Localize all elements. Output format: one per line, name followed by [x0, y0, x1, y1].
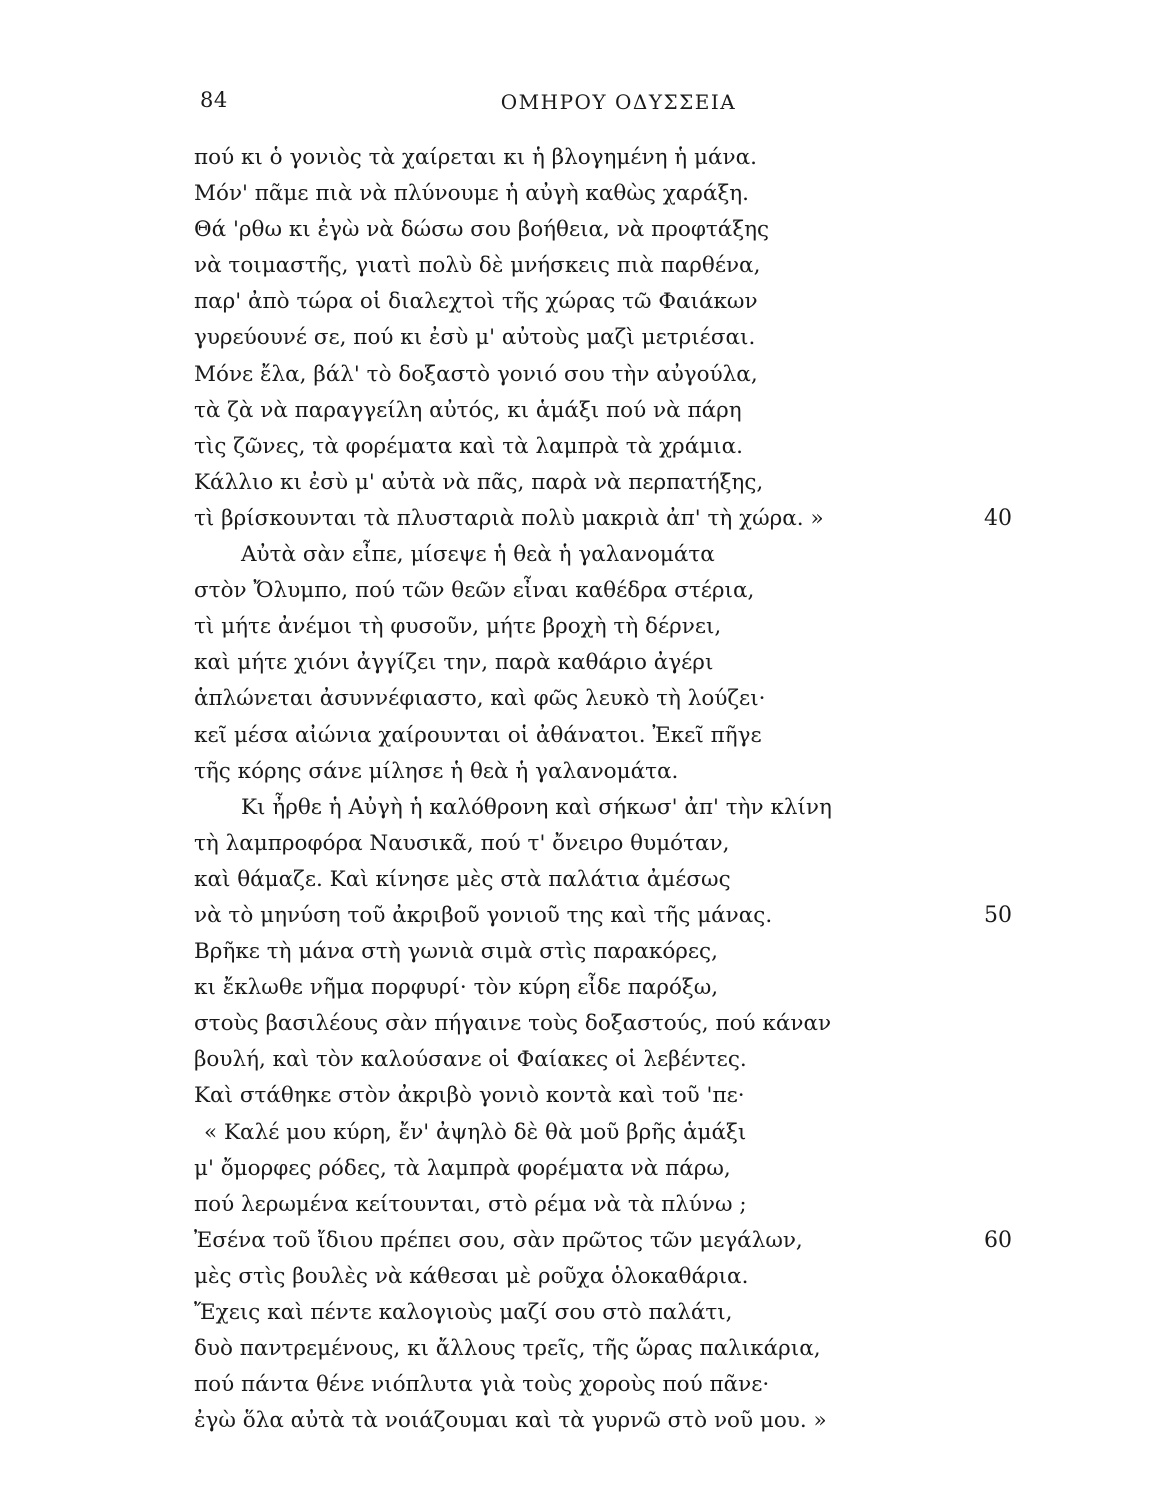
verse-line — [194, 573, 1034, 609]
verse-line — [194, 320, 1034, 356]
verse-line — [194, 465, 1034, 501]
verse-line — [194, 284, 1034, 320]
verse-line — [194, 934, 1034, 970]
line-number: 50 — [984, 902, 1012, 928]
verse-text: πού πάντα θένε νιόπλυτα γιὰ τοὺς χοροὺς πού πᾶνε· — [194, 1372, 770, 1398]
verse-line — [194, 754, 1034, 790]
verse-line — [194, 1367, 1034, 1403]
verse-text: δυὸ παντρεμένους, κι ἄλλους τρεῖς, τῆς ὥρας παλικάρια, — [194, 1336, 821, 1362]
verse-line — [194, 393, 1034, 429]
verse-line — [194, 898, 1034, 934]
verse-line — [194, 501, 1034, 537]
verse-text: τὶ μήτε ἀνέμοι τὴ φυσοῦν, μήτε βροχὴ τὴ δέρνει, — [194, 614, 722, 640]
verse-text: Κάλλιο κι ἐσὺ μ' αὐτὰ νὰ πᾶς, παρὰ νὰ περπατήξης, — [194, 469, 764, 495]
verse-line — [194, 718, 1034, 754]
verse-text: Ἐσένα τοῦ ἴδιου πρέπει σου, σὰν πρῶτος τῶν μεγάλων, — [194, 1227, 803, 1253]
verse-text: Θά 'ρθω κι ἐγὼ νὰ δώσω σου βοήθεια, νὰ προφτάξης — [194, 217, 770, 243]
verse-line — [194, 1259, 1034, 1295]
verse-text: νὰ τοιμαστῆς, γιατὶ πολὺ δὲ μνήσκεις πιὰ παρθένα, — [194, 253, 761, 279]
verse-text: καὶ θάμαζε. Καὶ κίνησε μὲς στὰ παλάτια ἀμέσως — [194, 866, 731, 892]
verse-text: Ἔχεις καὶ πέντε καλογιοὺς μαζί σου στὸ παλάτι, — [194, 1300, 733, 1325]
verse-line — [194, 212, 1034, 248]
line-number: 60 — [984, 1227, 1012, 1253]
verse-text: τὴ λαμπροφόρα Ναυσικᾶ, πού τ' ὄνειρο θυμόταν, — [194, 830, 730, 856]
verse-line — [194, 1403, 1034, 1439]
verse-line — [194, 1295, 1034, 1331]
verse-line — [194, 248, 1034, 284]
verse-text: πού λερωμένα κείτουνται, στὸ ρέμα νὰ τὰ πλύνω ; — [194, 1191, 747, 1217]
verse-text: Κι ἦρθε ἡ Αὐγὴ ἡ καλόθρονη καὶ σήκωσ' ἀπ' τὴν κλίνη — [241, 794, 832, 820]
verse-text: μὲς στὶς βουλὲς νὰ κάθεσαι μὲ ροῦχα ὁλοκαθάρια. — [194, 1263, 749, 1289]
verse-line — [194, 1151, 1034, 1187]
verse-line — [194, 681, 1034, 717]
verse-line — [194, 1006, 1034, 1042]
verse-text: τὶς ζῶνες, τὰ φορέματα καὶ τὰ λαμπρὰ τὰ χράμια. — [194, 433, 743, 459]
verse-text: τὶ βρίσκουνται τὰ πλυσταριὰ πολὺ μακριὰ ἀπ' τὴ χώρα. » — [194, 505, 824, 531]
verse-text: στὸν Ὄλυμπο, πού τῶν θεῶν εἶναι καθέδρα στέρια, — [194, 578, 755, 604]
verse-line — [194, 429, 1034, 465]
verse-line — [194, 790, 1034, 826]
verse-line — [194, 609, 1034, 645]
verse-text: ἁπλώνεται ἀσυννέφιαστο, καὶ φῶς λευκὸ τὴ λούζει· — [194, 686, 766, 712]
verse-line — [194, 1331, 1034, 1367]
verse-line — [194, 176, 1034, 212]
verse-text: Μόν' πᾶμε πιὰ νὰ πλύνουμε ἡ αὐγὴ καθὼς χαράξη. — [194, 181, 750, 207]
verse-line — [194, 1042, 1034, 1078]
verse-block — [194, 140, 1034, 1439]
verse-text: κι ἔκλωθε νῆμα πορφυρί· τὸν κύρη εἶδε παρόξω, — [194, 975, 719, 1001]
verse-line — [194, 826, 1034, 862]
verse-text: νὰ τὸ μηνύση τοῦ ἀκριβοῦ γονιοῦ της καὶ τῆς μάνας. — [194, 902, 773, 928]
verse-text: Βρῆκε τὴ μάνα στὴ γωνιὰ σιμὰ στὶς παρακόρες, — [194, 939, 718, 965]
verse-text: γυρεύουνέ σε, πού κι ἐσὺ μ' αὐτοὺς μαζὶ μετριέσαι. — [194, 325, 756, 351]
verse-line — [194, 1187, 1034, 1223]
verse-text: κεῖ μέσα αἰώνια χαίρουνται οἱ ἀθάνατοι. Ἐκεῖ πῆγε — [194, 722, 762, 748]
verse-line — [194, 357, 1034, 393]
verse-line — [194, 970, 1034, 1006]
line-number: 40 — [984, 505, 1012, 531]
verse-text: βουλή, καὶ τὸν καλούσανε οἱ Φαίακες οἱ λεβέντες. — [194, 1047, 747, 1073]
verse-line — [194, 537, 1034, 573]
verse-text: στοὺς βασιλέους σὰν πήγαινε τοὺς δοξαστούς, πού κάναν — [194, 1011, 832, 1037]
verse-line — [194, 1078, 1034, 1114]
verse-text: τὰ ζὰ νὰ παραγγείλη αὐτός, κι ἁμάξι πού νὰ πάρη — [194, 397, 742, 423]
verse-text: ἐγὼ ὅλα αὐτὰ τὰ νοιάζουμαι καὶ τὰ γυρνῶ στὸ νοῦ μου. » — [194, 1408, 827, 1434]
running-head: ΟΜΗΡΟΥ ΟΔΥΣΣΕΙΑ — [500, 90, 737, 114]
page-number: 84 — [200, 88, 228, 112]
verse-text: Μόνε ἔλα, βάλ' τὸ δοξαστὸ γονιό σου τὴν αὐγούλα, — [194, 361, 758, 387]
verse-line — [194, 862, 1034, 898]
verse-line — [194, 140, 1034, 176]
verse-text: καὶ μήτε χιόνι ἀγγίζει την, παρὰ καθάριο ἀγέρι — [194, 650, 714, 676]
verse-text: Καὶ στάθηκε στὸν ἀκριβὸ γονιὸ κοντὰ καὶ τοῦ 'πε· — [194, 1083, 745, 1109]
verse-text: « Καλέ μου κύρη, ἔν' ἀψηλὸ δὲ θὰ μοῦ βρῆς ἁμάξι — [204, 1119, 747, 1145]
verse-text: Αὐτὰ σὰν εἶπε, μίσεψε ἡ θεὰ ἡ γαλανομάτα — [241, 542, 715, 568]
verse-text: τῆς κόρης σάνε μίλησε ἡ θεὰ ἡ γαλανομάτα. — [194, 758, 679, 784]
verse-line — [194, 1223, 1034, 1259]
verse-line — [194, 1115, 1034, 1151]
verse-line — [194, 645, 1034, 681]
verse-text: μ' ὄμορφες ρόδες, τὰ λαμπρὰ φορέματα νὰ πάρω, — [194, 1155, 731, 1181]
verse-text: πού κι ὁ γονιὸς τὰ χαίρεται κι ἡ βλογημένη ἡ μάνα. — [194, 145, 757, 170]
verse-text: παρ' ἀπὸ τώρα οἱ διαλεχτοὶ τῆς χώρας τῶ Φαιάκων — [194, 289, 758, 315]
